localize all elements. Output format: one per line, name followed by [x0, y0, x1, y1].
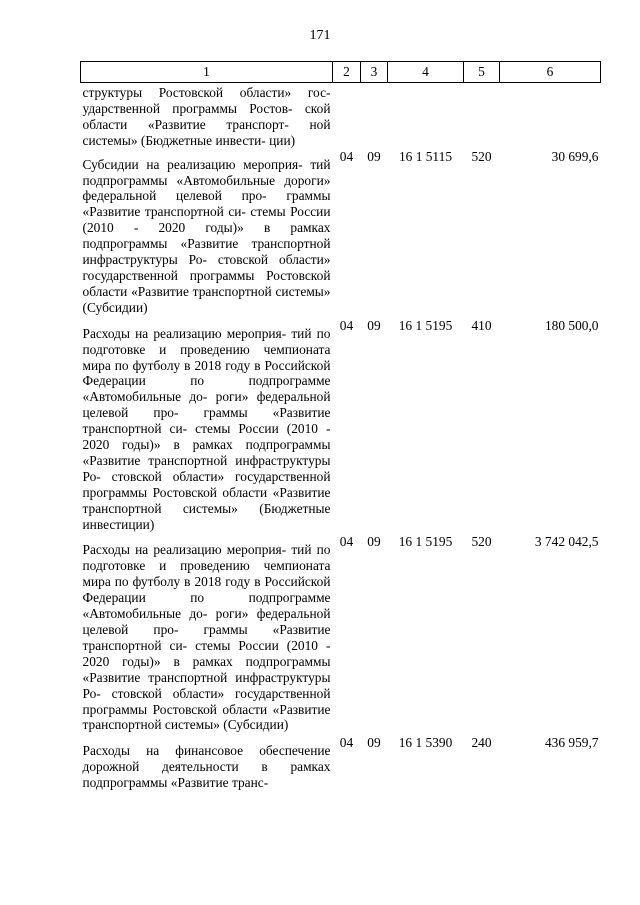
row-description — [81, 83, 333, 149]
row-target-article-code: 16 1 5195 — [398, 534, 453, 550]
row-subsection-code — [361, 83, 388, 149]
description-line: стовской области» государственной — [111, 468, 331, 484]
description-line: году в Российской Федерации по — [82, 574, 331, 606]
description-line: чемпионата мира по футболу в 2018 — [82, 558, 331, 590]
row-subsection-code: 09 — [367, 317, 381, 333]
description-line: Субсидии на реализацию мероприя- — [82, 156, 303, 172]
table-row — [81, 149, 601, 318]
row-target-article-code: 16 1 5115 — [398, 148, 453, 164]
row-description — [81, 534, 333, 735]
description-line: (Субсидии) — [223, 717, 289, 733]
description-line: Расходы на реализацию мероприя- — [82, 325, 287, 341]
description-line: ции) — [269, 132, 296, 148]
description-line: Расходы на финансовое обеспечение — [82, 743, 331, 759]
row-description — [81, 318, 333, 535]
description-line: (Бюджетные инвестиции) — [82, 500, 331, 532]
row-expense-type-code: 520 — [471, 534, 492, 550]
description-line: «Развитие транспортной системы» — [82, 701, 331, 733]
description-line: стовской области» государственной — [82, 252, 331, 283]
description-line: граммы «Развитие транспортной си- — [82, 405, 331, 437]
description-line: подпрограммы «Развитие транс- — [82, 775, 269, 791]
description-line: тий по подготовке и проведению — [82, 325, 331, 357]
description-line: транспортной инфраструктуры Ро- — [82, 669, 331, 701]
table-row — [81, 83, 601, 149]
row-subsection-code: 09 — [367, 735, 381, 751]
column-header-4: 4 — [388, 62, 464, 83]
row-section-code — [333, 83, 361, 149]
description-line: подпрограмме «Автомобильные до- — [82, 590, 331, 622]
table-body — [81, 83, 601, 794]
description-line: структуры Ростовской области» гос- — [82, 85, 331, 100]
row-section-code: 04 — [339, 534, 354, 550]
row-section-code: 04 — [339, 317, 354, 333]
description-line: стовской области» государственной — [111, 685, 331, 701]
row-expense-type-code: 410 — [471, 317, 492, 333]
row-amount: 436 959,7 — [544, 735, 599, 751]
description-line: программы Ростовской области — [82, 701, 268, 717]
row-subsection-code: 09 — [367, 148, 381, 164]
table-row — [81, 318, 601, 535]
row-description — [81, 149, 333, 318]
description-line: подпрограмме «Автомобильные до- — [82, 373, 331, 405]
row-amount: 30 699,6 — [551, 148, 599, 164]
table-header-row — [81, 62, 601, 83]
description-line: программы Ростовской области — [82, 267, 331, 299]
description-line: граммы «Развитие транспортной си- — [82, 622, 331, 653]
description-line: дороги» федеральной целевой про- — [82, 172, 331, 204]
row-amount: 180 500,0 — [544, 317, 599, 333]
description-line: (Субсидии) — [82, 299, 148, 315]
row-target-article-code — [388, 83, 464, 149]
description-line: рамках подпрограммы «Развитие — [82, 437, 331, 468]
description-line: роги» федеральной целевой про- — [82, 606, 331, 637]
column-header-2: 2 — [333, 62, 361, 83]
row-amount — [500, 83, 601, 149]
column-header-5: 5 — [464, 62, 500, 83]
description-line: Расходы на реализацию мероприя- — [82, 542, 287, 558]
description-line: роги» федеральной целевой про- — [82, 389, 331, 421]
description-line: стемы России (2010 - 2020 годы)» в — [82, 204, 331, 236]
row-section-code: 04 — [339, 735, 354, 751]
description-line: рамках подпрограммы «Развитие — [82, 653, 331, 685]
page-number: 171 — [309, 28, 331, 43]
row-expense-type-code: 240 — [471, 735, 492, 751]
budget-table — [80, 61, 601, 793]
column-header-6: 6 — [500, 62, 601, 83]
description-line: ской области «Развитие транспорт- — [82, 100, 331, 132]
row-amount: 3 742 042,5 — [534, 534, 599, 550]
description-line: рамках подпрограммы «Развитие — [82, 220, 331, 252]
row-section-code: 04 — [339, 148, 354, 164]
description-line: году в Российской Федерации по — [82, 357, 331, 389]
row-expense-type-code — [464, 83, 500, 149]
description-line: транспортной инфраструктуры Ро- — [82, 236, 331, 268]
description-line: «Развитие транспортной системы» — [82, 484, 331, 516]
column-header-3: 3 — [361, 62, 388, 83]
description-line: «Развитие транспортной системы» — [131, 283, 331, 299]
row-target-article-code: 16 1 5195 — [398, 317, 453, 333]
description-line: стемы России (2010 - 2020 годы)» в — [82, 637, 331, 669]
row-target-article-code: 16 1 5390 — [398, 735, 453, 751]
description-line: чемпионата мира по футболу в 2018 — [82, 341, 331, 373]
description-line: ударственной программы Ростов- — [82, 100, 293, 116]
description-line: граммы «Развитие транспортной си- — [82, 188, 331, 220]
description-line: транспортной инфраструктуры Ро- — [82, 452, 331, 484]
row-expense-type-code: 520 — [471, 148, 492, 164]
row-description — [81, 735, 333, 793]
description-line: ной системы» (Бюджетные инвести- — [82, 116, 331, 148]
description-line: тий по подготовке и проведению — [82, 542, 331, 574]
table-row — [81, 735, 601, 793]
table-row — [81, 534, 601, 735]
description-line: тий подпрограммы «Автомобильные — [82, 156, 331, 188]
description-line: программы Ростовской области — [82, 484, 268, 500]
row-subsection-code: 09 — [367, 534, 381, 550]
description-line: дорожной деятельности в рамках — [82, 759, 331, 775]
column-header-1: 1 — [81, 62, 333, 83]
description-line: стемы России (2010 - 2020 годы)» в — [82, 421, 331, 453]
